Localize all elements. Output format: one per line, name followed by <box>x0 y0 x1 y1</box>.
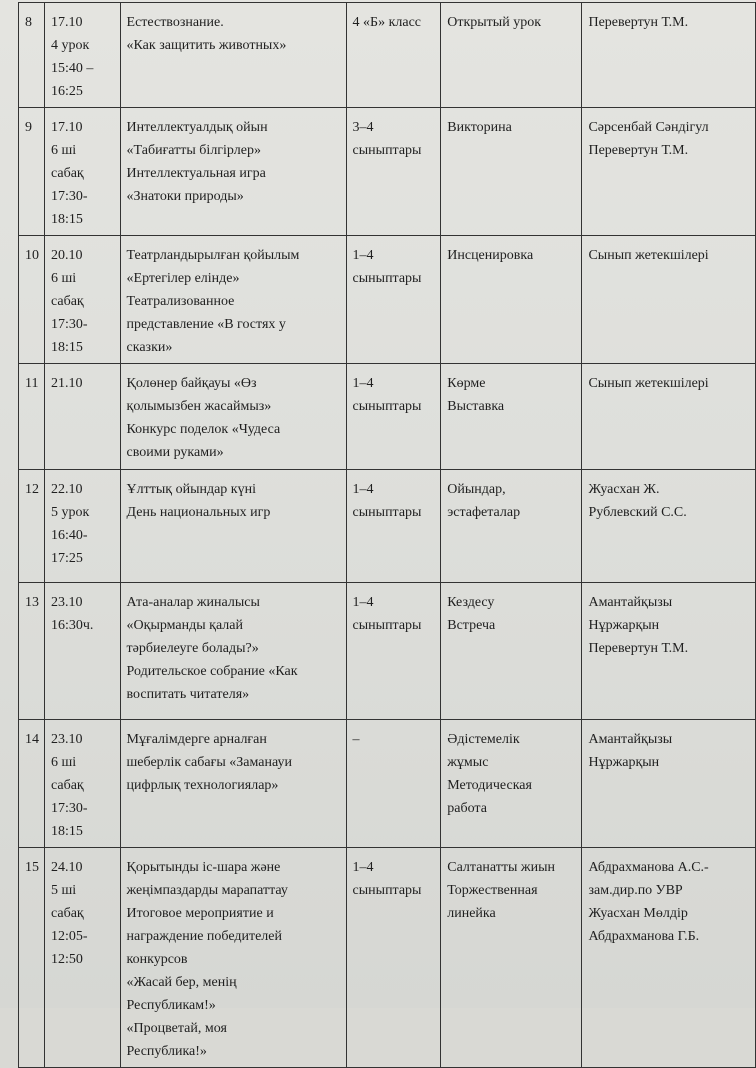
cell-line: сыныптары <box>352 883 422 898</box>
cell-line: 24.10 <box>50 860 83 875</box>
row-number: 12 <box>19 470 45 583</box>
row-number: 15 <box>19 848 45 1068</box>
cell-line: сабақ <box>50 294 84 309</box>
cell-line: 23.10 <box>50 595 83 610</box>
cell-line: Торжественная <box>447 883 538 898</box>
cell-line: Театрландырылған қойылым <box>126 248 300 263</box>
date-time-cell <box>44 108 120 236</box>
participants-cell <box>346 720 441 848</box>
cell-line: 17:25 <box>50 551 83 566</box>
event-title-cell <box>120 108 346 236</box>
event-form-cell <box>441 848 582 1068</box>
row-number: 11 <box>19 364 45 470</box>
cell-line: Перевертун Т.М. <box>588 143 689 158</box>
table-row <box>19 108 756 236</box>
cell-line: «Табиғатты білгірлер» <box>126 143 261 158</box>
table-row <box>19 3 756 108</box>
cell-line: Рублевский С.С. <box>588 505 687 520</box>
date-time-cell <box>44 3 120 108</box>
cell-line: Көрме <box>447 376 486 391</box>
cell-line: 16:30ч. <box>50 618 94 633</box>
row-number: 14 <box>19 720 45 848</box>
cell-line: Сынып жетекшілері <box>588 248 709 263</box>
cell-line: Республика!» <box>126 1044 207 1059</box>
cell-line: 5 ші <box>50 883 77 898</box>
cell-line: Амантайқызы <box>588 595 673 610</box>
participants-cell <box>346 364 441 470</box>
cell-line: 4 «Б» класс <box>352 15 422 30</box>
cell-line: Ұлттық ойындар күні <box>126 482 256 497</box>
cell-line: сыныптары <box>352 399 422 414</box>
cell-line: Викторина <box>447 120 512 135</box>
cell-line: 15:40 – <box>50 61 94 76</box>
event-form-cell <box>441 720 582 848</box>
cell-line: 6 ші <box>50 143 77 158</box>
cell-line: 17:30- <box>50 189 88 204</box>
cell-line: «Процветай, моя <box>126 1021 227 1036</box>
cell-line: «Знатоки природы» <box>126 189 244 204</box>
row-number: 10 <box>19 236 45 364</box>
cell-line: 1–4 <box>352 482 374 497</box>
cell-line: сыныптары <box>352 505 422 520</box>
table-row <box>19 583 756 720</box>
cell-line: сабақ <box>50 166 84 181</box>
event-form-cell <box>441 364 582 470</box>
cell-line: «Ертегілер елінде» <box>126 271 240 286</box>
events-table <box>18 2 756 1068</box>
cell-line: 18:15 <box>50 212 83 227</box>
cell-line: Итоговое мероприятие и <box>126 906 274 921</box>
event-title-cell <box>120 364 346 470</box>
date-time-cell <box>44 364 120 470</box>
responsible-cell <box>582 236 756 364</box>
participants-cell <box>346 848 441 1068</box>
participants-cell <box>346 108 441 236</box>
row-number: 13 <box>19 583 45 720</box>
responsible-cell <box>582 470 756 583</box>
cell-line: сыныптары <box>352 143 422 158</box>
responsible-cell <box>582 583 756 720</box>
cell-line: 16:40- <box>50 528 88 543</box>
cell-line: Әдістемелік <box>447 732 520 747</box>
cell-line: работа <box>447 801 487 816</box>
participants-cell <box>346 3 441 108</box>
cell-line: Интеллектуалдық ойын <box>126 120 268 135</box>
cell-line: Сынып жетекшілері <box>588 376 709 391</box>
event-title-cell <box>120 720 346 848</box>
cell-line: сыныптары <box>352 271 422 286</box>
cell-line: 20.10 <box>50 248 83 263</box>
cell-line: Конкурс поделок «Чудеса <box>126 422 281 437</box>
event-form-cell <box>441 583 582 720</box>
cell-line: Встреча <box>447 618 496 633</box>
cell-line: 17:30- <box>50 801 88 816</box>
cell-line: сыныптары <box>352 618 422 633</box>
cell-line: 5 урок <box>50 505 90 520</box>
cell-line: сказки» <box>126 340 173 355</box>
date-time-cell <box>44 470 120 583</box>
cell-line: 21.10 <box>50 376 83 391</box>
cell-line: 18:15 <box>50 340 83 355</box>
cell-line: Абдрахманова Г.Б. <box>588 929 700 944</box>
cell-line: День национальных игр <box>126 505 271 520</box>
cell-line: представление «В гостях у <box>126 317 286 332</box>
event-form-cell <box>441 3 582 108</box>
cell-line: Перевертун Т.М. <box>588 15 689 30</box>
cell-line: Кездесу <box>447 595 495 610</box>
cell-line: Методическая <box>447 778 532 793</box>
cell-line: Открытый урок <box>447 15 542 30</box>
event-form-cell <box>441 470 582 583</box>
cell-line: Абдрахманова А.С.- <box>588 860 709 875</box>
event-title-cell <box>120 848 346 1068</box>
responsible-cell <box>582 848 756 1068</box>
cell-line: Выставка <box>447 399 505 414</box>
cell-line: Интеллектуальная игра <box>126 166 266 181</box>
cell-line: Сәрсенбай Сәндігул <box>588 120 709 135</box>
event-title-cell <box>120 236 346 364</box>
cell-line: жұмыс <box>447 755 489 770</box>
cell-line: 1–4 <box>352 376 374 391</box>
cell-line: Жуасхан Мөлдір <box>588 906 688 921</box>
cell-line: Жуасхан Ж. <box>588 482 660 497</box>
row-number: 9 <box>19 108 45 236</box>
cell-line: Қолөнер байқауы «Өз <box>126 376 257 391</box>
cell-line: эстафеталар <box>447 505 521 520</box>
cell-line: цифрлық технологиялар» <box>126 778 279 793</box>
table-row <box>19 848 756 1068</box>
cell-line: Нұржарқын <box>588 755 660 770</box>
cell-line: воспитать читателя» <box>126 687 250 702</box>
cell-line: 4 урок <box>50 38 90 53</box>
cell-line: Салтанатты жиын <box>447 860 555 875</box>
event-form-cell <box>441 108 582 236</box>
cell-line: «Как защитить животных» <box>126 38 287 53</box>
responsible-cell <box>582 108 756 236</box>
events-table-body <box>19 3 756 1068</box>
cell-line: Родительское собрание «Как <box>126 664 298 679</box>
cell-line: линейка <box>447 906 496 921</box>
cell-line: Нұржарқын <box>588 618 660 633</box>
cell-line: 1–4 <box>352 860 374 875</box>
table-row <box>19 364 756 470</box>
cell-line: Естествознание. <box>126 15 224 30</box>
cell-line: «Жасай бер, менің <box>126 975 237 990</box>
participants-cell <box>346 470 441 583</box>
cell-line: 22.10 <box>50 482 83 497</box>
cell-line: Ата-аналар жиналысы <box>126 595 260 610</box>
event-form-cell <box>441 236 582 364</box>
cell-line: Инсценировка <box>447 248 534 263</box>
cell-line: 23.10 <box>50 732 83 747</box>
cell-line: Республикам!» <box>126 998 216 1013</box>
cell-line: 1–4 <box>352 595 374 610</box>
cell-line: тәрбиелеуге болады?» <box>126 641 259 656</box>
cell-line: 12:05- <box>50 929 88 944</box>
cell-line: конкурсов <box>126 952 188 967</box>
table-row <box>19 720 756 848</box>
cell-line: 12:50 <box>50 952 83 967</box>
date-time-cell <box>44 236 120 364</box>
cell-line: 16:25 <box>50 84 83 99</box>
cell-line: 1–4 <box>352 248 374 263</box>
cell-line: шеберлік сабағы «Заманауи <box>126 755 292 770</box>
table-row <box>19 470 756 583</box>
cell-line: Ойындар, <box>447 482 506 497</box>
event-title-cell <box>120 3 346 108</box>
cell-line: 17.10 <box>50 120 83 135</box>
event-title-cell <box>120 583 346 720</box>
cell-line: 18:15 <box>50 824 83 839</box>
cell-line: – <box>352 732 360 747</box>
cell-line: «Оқырманды қалай <box>126 618 243 633</box>
responsible-cell <box>582 720 756 848</box>
responsible-cell <box>582 364 756 470</box>
cell-line: Перевертун Т.М. <box>588 641 689 656</box>
cell-line: награждение победителей <box>126 929 283 944</box>
cell-line: зам.дир.по УВР <box>588 883 683 898</box>
cell-line: 6 ші <box>50 755 77 770</box>
cell-line: 6 ші <box>50 271 77 286</box>
cell-line: Театрализованное <box>126 294 235 309</box>
cell-line: 3–4 <box>352 120 374 135</box>
cell-line: 17:30- <box>50 317 88 332</box>
cell-line: жеңімпаздарды марапаттау <box>126 883 288 898</box>
cell-line: сабақ <box>50 906 84 921</box>
date-time-cell <box>44 848 120 1068</box>
event-title-cell <box>120 470 346 583</box>
participants-cell <box>346 236 441 364</box>
row-number: 8 <box>19 3 45 108</box>
date-time-cell <box>44 583 120 720</box>
cell-line: Мұғалімдерге арналған <box>126 732 267 747</box>
cell-line: своими руками» <box>126 445 224 460</box>
date-time-cell <box>44 720 120 848</box>
cell-line: Амантайқызы <box>588 732 673 747</box>
cell-line: сабақ <box>50 778 84 793</box>
cell-line: 17.10 <box>50 15 83 30</box>
table-row <box>19 236 756 364</box>
participants-cell <box>346 583 441 720</box>
cell-line: Қорытынды іс-шара және <box>126 860 281 875</box>
responsible-cell <box>582 3 756 108</box>
cell-line: қолымызбен жасаймыз» <box>126 399 272 414</box>
